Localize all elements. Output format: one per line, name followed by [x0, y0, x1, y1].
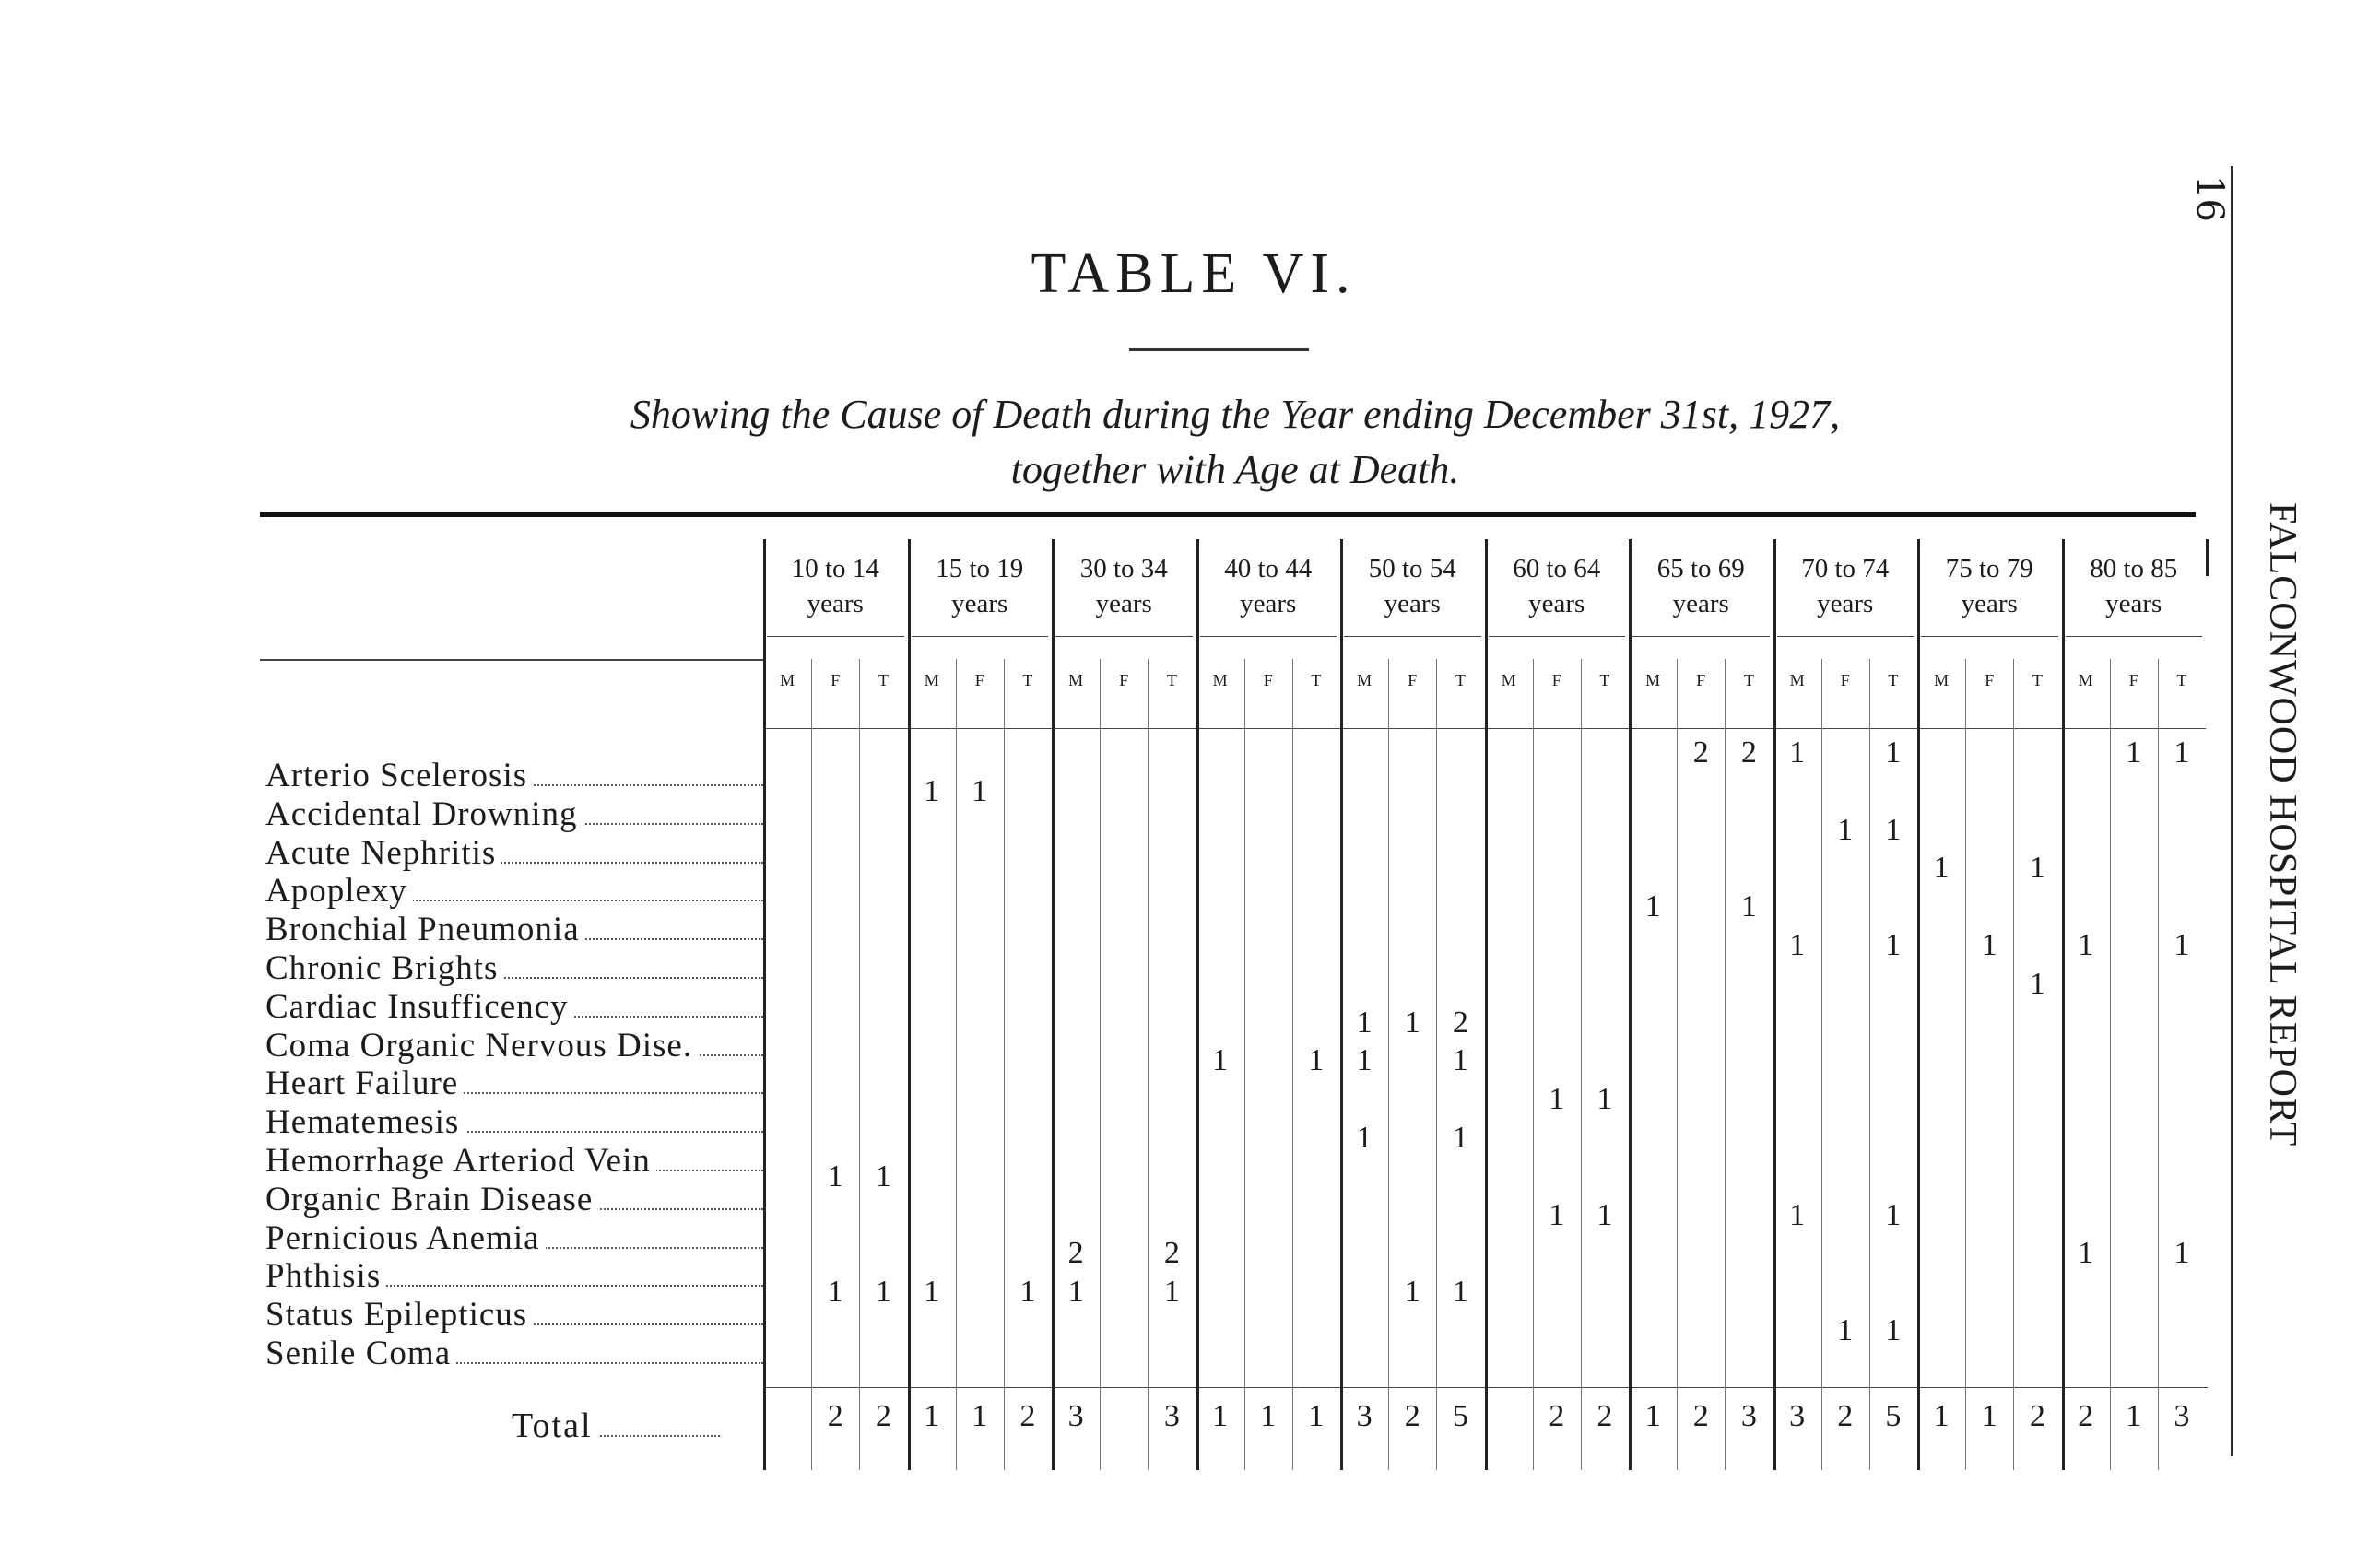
count-cell: 1 — [1885, 735, 1902, 770]
count-cell: 2 — [1692, 735, 1709, 770]
sub-header-f: F — [1985, 671, 1995, 689]
total-cell: 2 — [1692, 1399, 1709, 1433]
table-title-wrap — [977, 241, 1410, 307]
age-group-header — [2062, 551, 2207, 621]
count-cell: 1 — [827, 1159, 843, 1194]
sub-column-separator — [1004, 659, 1005, 1470]
sub-header-m: M — [2078, 671, 2093, 689]
sub-header-f: F — [1840, 671, 1850, 689]
total-cell: 2 — [1019, 1399, 1036, 1433]
age-group-header — [1196, 551, 1341, 621]
total-cell: 3 — [2174, 1399, 2190, 1433]
age-group-unit: years — [1095, 589, 1152, 618]
cause-label — [265, 1180, 763, 1219]
subtitle-line-2: together with Age at Death. — [1010, 447, 1460, 492]
total-cell: 3 — [1067, 1399, 1084, 1433]
sub-header-t: T — [1311, 671, 1322, 689]
sub-column-separator — [1148, 659, 1149, 1470]
count-cell: 2 — [1163, 1236, 1180, 1271]
count-cell: 1 — [1404, 1275, 1420, 1310]
cause-label — [265, 910, 763, 949]
sub-header-t: T — [1022, 671, 1033, 689]
sub-column-separator — [956, 659, 957, 1470]
age-group-range: 15 to 19 — [936, 554, 1024, 583]
cause-label — [265, 1256, 763, 1296]
age-group-unit: years — [1961, 589, 2018, 618]
group-separator — [1196, 539, 1199, 1470]
total-cell: 3 — [1163, 1399, 1180, 1433]
age-group-header — [1917, 551, 2062, 621]
sub-header-t: T — [2032, 671, 2043, 689]
total-cell: 2 — [875, 1399, 891, 1433]
sub-column-separator — [1869, 659, 1870, 1470]
count-cell: 1 — [1885, 928, 1902, 962]
count-cell: 1 — [1549, 1197, 1565, 1232]
side-rule — [2231, 166, 2233, 1456]
cause-label — [265, 1218, 763, 1258]
cause-name: Chronic Brights — [265, 949, 503, 987]
total-cell: 1 — [1933, 1399, 1950, 1433]
sub-header-t: T — [1599, 671, 1610, 689]
sub-header-t: T — [878, 671, 889, 689]
cause-label — [265, 756, 763, 795]
total-leader-dots — [600, 1435, 720, 1437]
count-cell: 2 — [1740, 735, 1757, 770]
count-cell: 1 — [875, 1159, 891, 1194]
sub-header-f: F — [1551, 671, 1561, 689]
sub-header-f: F — [2128, 671, 2138, 689]
sub-header-t: T — [2176, 671, 2187, 689]
cause-label — [265, 1295, 763, 1335]
age-group-underline — [1921, 636, 2058, 637]
total-cell: 2 — [1549, 1399, 1565, 1433]
sub-header-t: T — [1888, 671, 1899, 689]
age-group-unit: years — [1528, 589, 1585, 618]
count-cell: 1 — [1837, 812, 1854, 847]
sub-column-separator — [811, 659, 812, 1470]
count-cell: 1 — [1067, 1275, 1084, 1310]
age-group-underline — [1344, 636, 1481, 637]
subtitle-line-1: Showing the Cause of Death during the Year ending December 31st, 1927, — [630, 392, 1841, 437]
title-rule — [1129, 348, 1309, 351]
cause-name: Phthisis — [265, 1257, 386, 1295]
age-group-underline — [1489, 636, 1626, 637]
subtitle — [461, 387, 2009, 498]
count-cell: 1 — [1596, 1082, 1613, 1117]
sub-header-m: M — [1934, 671, 1950, 689]
age-group-header — [1485, 551, 1630, 621]
cause-name: Heart Failure — [265, 1065, 464, 1102]
age-group-range: 50 to 54 — [1368, 554, 1456, 583]
sub-column-separator — [1436, 659, 1437, 1470]
age-group-range: 75 to 79 — [1945, 554, 2033, 583]
count-cell: 1 — [827, 1275, 843, 1310]
cause-label — [265, 987, 763, 1027]
count-cell: 1 — [1789, 928, 1806, 962]
count-cell: 1 — [1837, 1313, 1854, 1347]
total-cell: 1 — [1212, 1399, 1229, 1433]
group-separator — [1629, 539, 1632, 1470]
total-cell: 2 — [2078, 1399, 2094, 1433]
age-group-range: 10 to 14 — [791, 554, 879, 583]
count-cell: 1 — [924, 773, 940, 808]
count-cell: 1 — [2174, 735, 2190, 770]
count-cell: 1 — [1404, 1005, 1420, 1040]
group-separator — [1917, 539, 1920, 1470]
age-group-underline — [1632, 636, 1770, 637]
count-cell: 1 — [1452, 1275, 1468, 1310]
cause-label — [265, 1064, 763, 1103]
sub-column-separator — [1244, 659, 1245, 1470]
count-cell: 2 — [1067, 1236, 1084, 1271]
count-cell: 1 — [1549, 1082, 1565, 1117]
count-cell: 1 — [1308, 1043, 1325, 1078]
age-group-underline — [1200, 636, 1337, 637]
total-cell: 2 — [1837, 1399, 1854, 1433]
total-cell: 2 — [1596, 1399, 1613, 1433]
age-group-underline — [767, 636, 904, 637]
total-cell: 2 — [2029, 1399, 2045, 1433]
cause-label — [265, 948, 763, 988]
cause-name: Acute Nephritis — [265, 834, 501, 872]
count-cell: 1 — [1789, 735, 1806, 770]
age-group-range: 40 to 44 — [1224, 554, 1313, 583]
count-cell: 1 — [1740, 889, 1757, 924]
count-cell: 1 — [1644, 889, 1661, 924]
total-cell: 3 — [1356, 1399, 1373, 1433]
sub-header-f: F — [1408, 671, 1418, 689]
age-group-range: 80 to 85 — [2090, 554, 2178, 583]
running-head: FALCONWOOD HOSPITAL REPORT — [2261, 502, 2303, 1147]
sub-column-separator — [1533, 659, 1534, 1470]
sub-header-m: M — [1789, 671, 1805, 689]
count-cell: 1 — [1019, 1275, 1036, 1310]
sub-header-m: M — [780, 671, 795, 689]
total-cell: 3 — [1789, 1399, 1806, 1433]
cause-name: Hemorrhage Arteriod Vein — [265, 1142, 656, 1180]
count-cell: 1 — [1356, 1043, 1373, 1078]
count-cell: 2 — [1452, 1005, 1468, 1040]
age-group-unit: years — [2105, 589, 2162, 618]
count-cell: 1 — [1885, 1197, 1902, 1232]
age-group-header — [1773, 551, 1918, 621]
cause-label — [265, 833, 763, 873]
count-cell: 1 — [2174, 928, 2190, 962]
total-cell: 1 — [1308, 1399, 1325, 1433]
sub-header-m: M — [1068, 671, 1084, 689]
cause-name: Senile Coma — [265, 1335, 456, 1372]
cause-name: Accidental Drowning — [265, 795, 583, 833]
age-group-header — [1629, 551, 1773, 621]
sub-column-separator — [1725, 659, 1726, 1470]
cause-name: Organic Brain Disease — [265, 1181, 598, 1218]
age-group-unit: years — [1817, 589, 1874, 618]
cause-name: Apoplexy — [265, 872, 413, 910]
age-group-underline — [912, 636, 1049, 637]
age-group-range: 65 to 69 — [1656, 554, 1745, 583]
group-separator — [763, 539, 766, 1470]
cause-name: Cardiac Insufficency — [265, 988, 574, 1026]
sub-column-separator — [2158, 659, 2159, 1470]
cause-name: Hematemesis — [265, 1103, 465, 1141]
sub-column-separator — [1965, 659, 1966, 1470]
count-cell: 1 — [1789, 1197, 1806, 1232]
age-group-range: 70 to 74 — [1801, 554, 1890, 583]
sub-header-f: F — [1696, 671, 1706, 689]
sub-header-m: M — [1357, 671, 1373, 689]
total-cell: 5 — [1885, 1399, 1902, 1433]
count-cell: 1 — [875, 1275, 891, 1310]
cause-label — [265, 1102, 763, 1142]
count-cell: 1 — [2126, 735, 2142, 770]
count-cell: 1 — [1212, 1043, 1229, 1078]
count-cell: 1 — [1356, 1005, 1373, 1040]
sub-column-separator — [1821, 659, 1822, 1470]
count-cell: 1 — [2078, 1236, 2094, 1271]
sub-column-separator — [1292, 659, 1293, 1470]
group-separator — [1773, 539, 1776, 1470]
group-separator — [1485, 539, 1488, 1470]
cause-name: Status Epilepticus — [265, 1296, 533, 1334]
sub-header-f: F — [831, 671, 841, 689]
age-group-underline — [1777, 636, 1915, 637]
cause-name: Pernicious Anemia — [265, 1219, 546, 1257]
table-top-rule — [260, 512, 2196, 517]
count-cell: 1 — [1452, 1121, 1468, 1155]
sub-header-t: T — [1455, 671, 1466, 689]
count-cell: 1 — [972, 773, 988, 808]
total-cell: 2 — [827, 1399, 843, 1433]
sub-header-m: M — [1212, 671, 1228, 689]
group-separator — [2206, 539, 2209, 576]
total-cell: 1 — [1644, 1399, 1661, 1433]
total-cell: 1 — [1260, 1399, 1277, 1433]
count-cell: 1 — [1885, 812, 1902, 847]
sub-header-t: T — [1166, 671, 1177, 689]
sub-header-m: M — [924, 671, 939, 689]
count-cell: 1 — [1163, 1275, 1180, 1310]
sub-header-f: F — [974, 671, 984, 689]
stub-header-rule — [260, 659, 763, 661]
page-number: 16 — [2188, 175, 2231, 222]
total-label — [512, 1406, 720, 1446]
cause-name: Arterio Scelerosis — [265, 757, 533, 794]
count-cell: 1 — [1452, 1043, 1468, 1078]
age-group-unit: years — [951, 589, 1008, 618]
group-separator — [2062, 539, 2065, 1470]
total-cell: 5 — [1452, 1399, 1468, 1433]
count-cell: 1 — [924, 1275, 940, 1310]
total-cell: 1 — [2126, 1399, 2142, 1433]
count-cell: 1 — [2174, 1236, 2190, 1271]
count-cell: 1 — [1933, 851, 1950, 886]
total-cell: 2 — [1404, 1399, 1420, 1433]
age-group-unit: years — [807, 589, 864, 618]
age-group-unit: years — [1384, 589, 1441, 618]
cause-label — [265, 1026, 763, 1065]
age-group-header — [1340, 551, 1485, 621]
age-group-unit: years — [1240, 589, 1297, 618]
count-cell: 1 — [2029, 966, 2045, 1001]
cause-name: Coma Organic Nervous Dise. — [265, 1027, 698, 1065]
count-cell: 1 — [1596, 1197, 1613, 1232]
age-group-header — [1052, 551, 1196, 621]
sub-header-m: M — [1501, 671, 1516, 689]
age-group-range: 30 to 34 — [1079, 554, 1168, 583]
total-cell: 1 — [924, 1399, 940, 1433]
count-cell: 1 — [1885, 1313, 1902, 1347]
count-cell: 1 — [2078, 928, 2094, 962]
age-group-header — [763, 551, 908, 621]
sub-header-m: M — [1645, 671, 1661, 689]
cause-name: Bronchial Pneumonia — [265, 911, 585, 948]
cause-label — [265, 1141, 763, 1181]
count-cell: 1 — [1356, 1121, 1373, 1155]
sub-column-separator — [1388, 659, 1389, 1470]
sub-header-f: F — [1119, 671, 1129, 689]
count-cell: 1 — [2029, 851, 2045, 886]
sub-column-separator — [1677, 659, 1678, 1470]
sub-header-f: F — [1263, 671, 1273, 689]
age-group-range: 60 to 64 — [1513, 554, 1601, 583]
age-group-unit: years — [1672, 589, 1729, 618]
count-cell: 1 — [1981, 928, 1997, 962]
sub-column-separator — [2013, 659, 2014, 1470]
sub-column-separator — [859, 659, 860, 1470]
table-title: TABLE VI. — [1031, 242, 1357, 305]
sub-column-separator — [1100, 659, 1101, 1470]
group-separator — [908, 539, 911, 1470]
cause-label — [265, 871, 763, 911]
total-cell: 1 — [972, 1399, 988, 1433]
age-group-header — [908, 551, 1053, 621]
sub-column-separator — [1581, 659, 1582, 1470]
group-separator — [1340, 539, 1343, 1470]
total-cell: 1 — [1981, 1399, 1997, 1433]
age-group-underline — [2066, 636, 2203, 637]
group-separator — [1052, 539, 1055, 1470]
cause-label — [265, 794, 763, 834]
total-cell: 3 — [1740, 1399, 1757, 1433]
age-group-underline — [1055, 636, 1193, 637]
total-label-text: Total — [512, 1406, 593, 1445]
sub-column-separator — [2110, 659, 2111, 1470]
cause-label — [265, 1334, 763, 1373]
sub-header-t: T — [1743, 671, 1754, 689]
